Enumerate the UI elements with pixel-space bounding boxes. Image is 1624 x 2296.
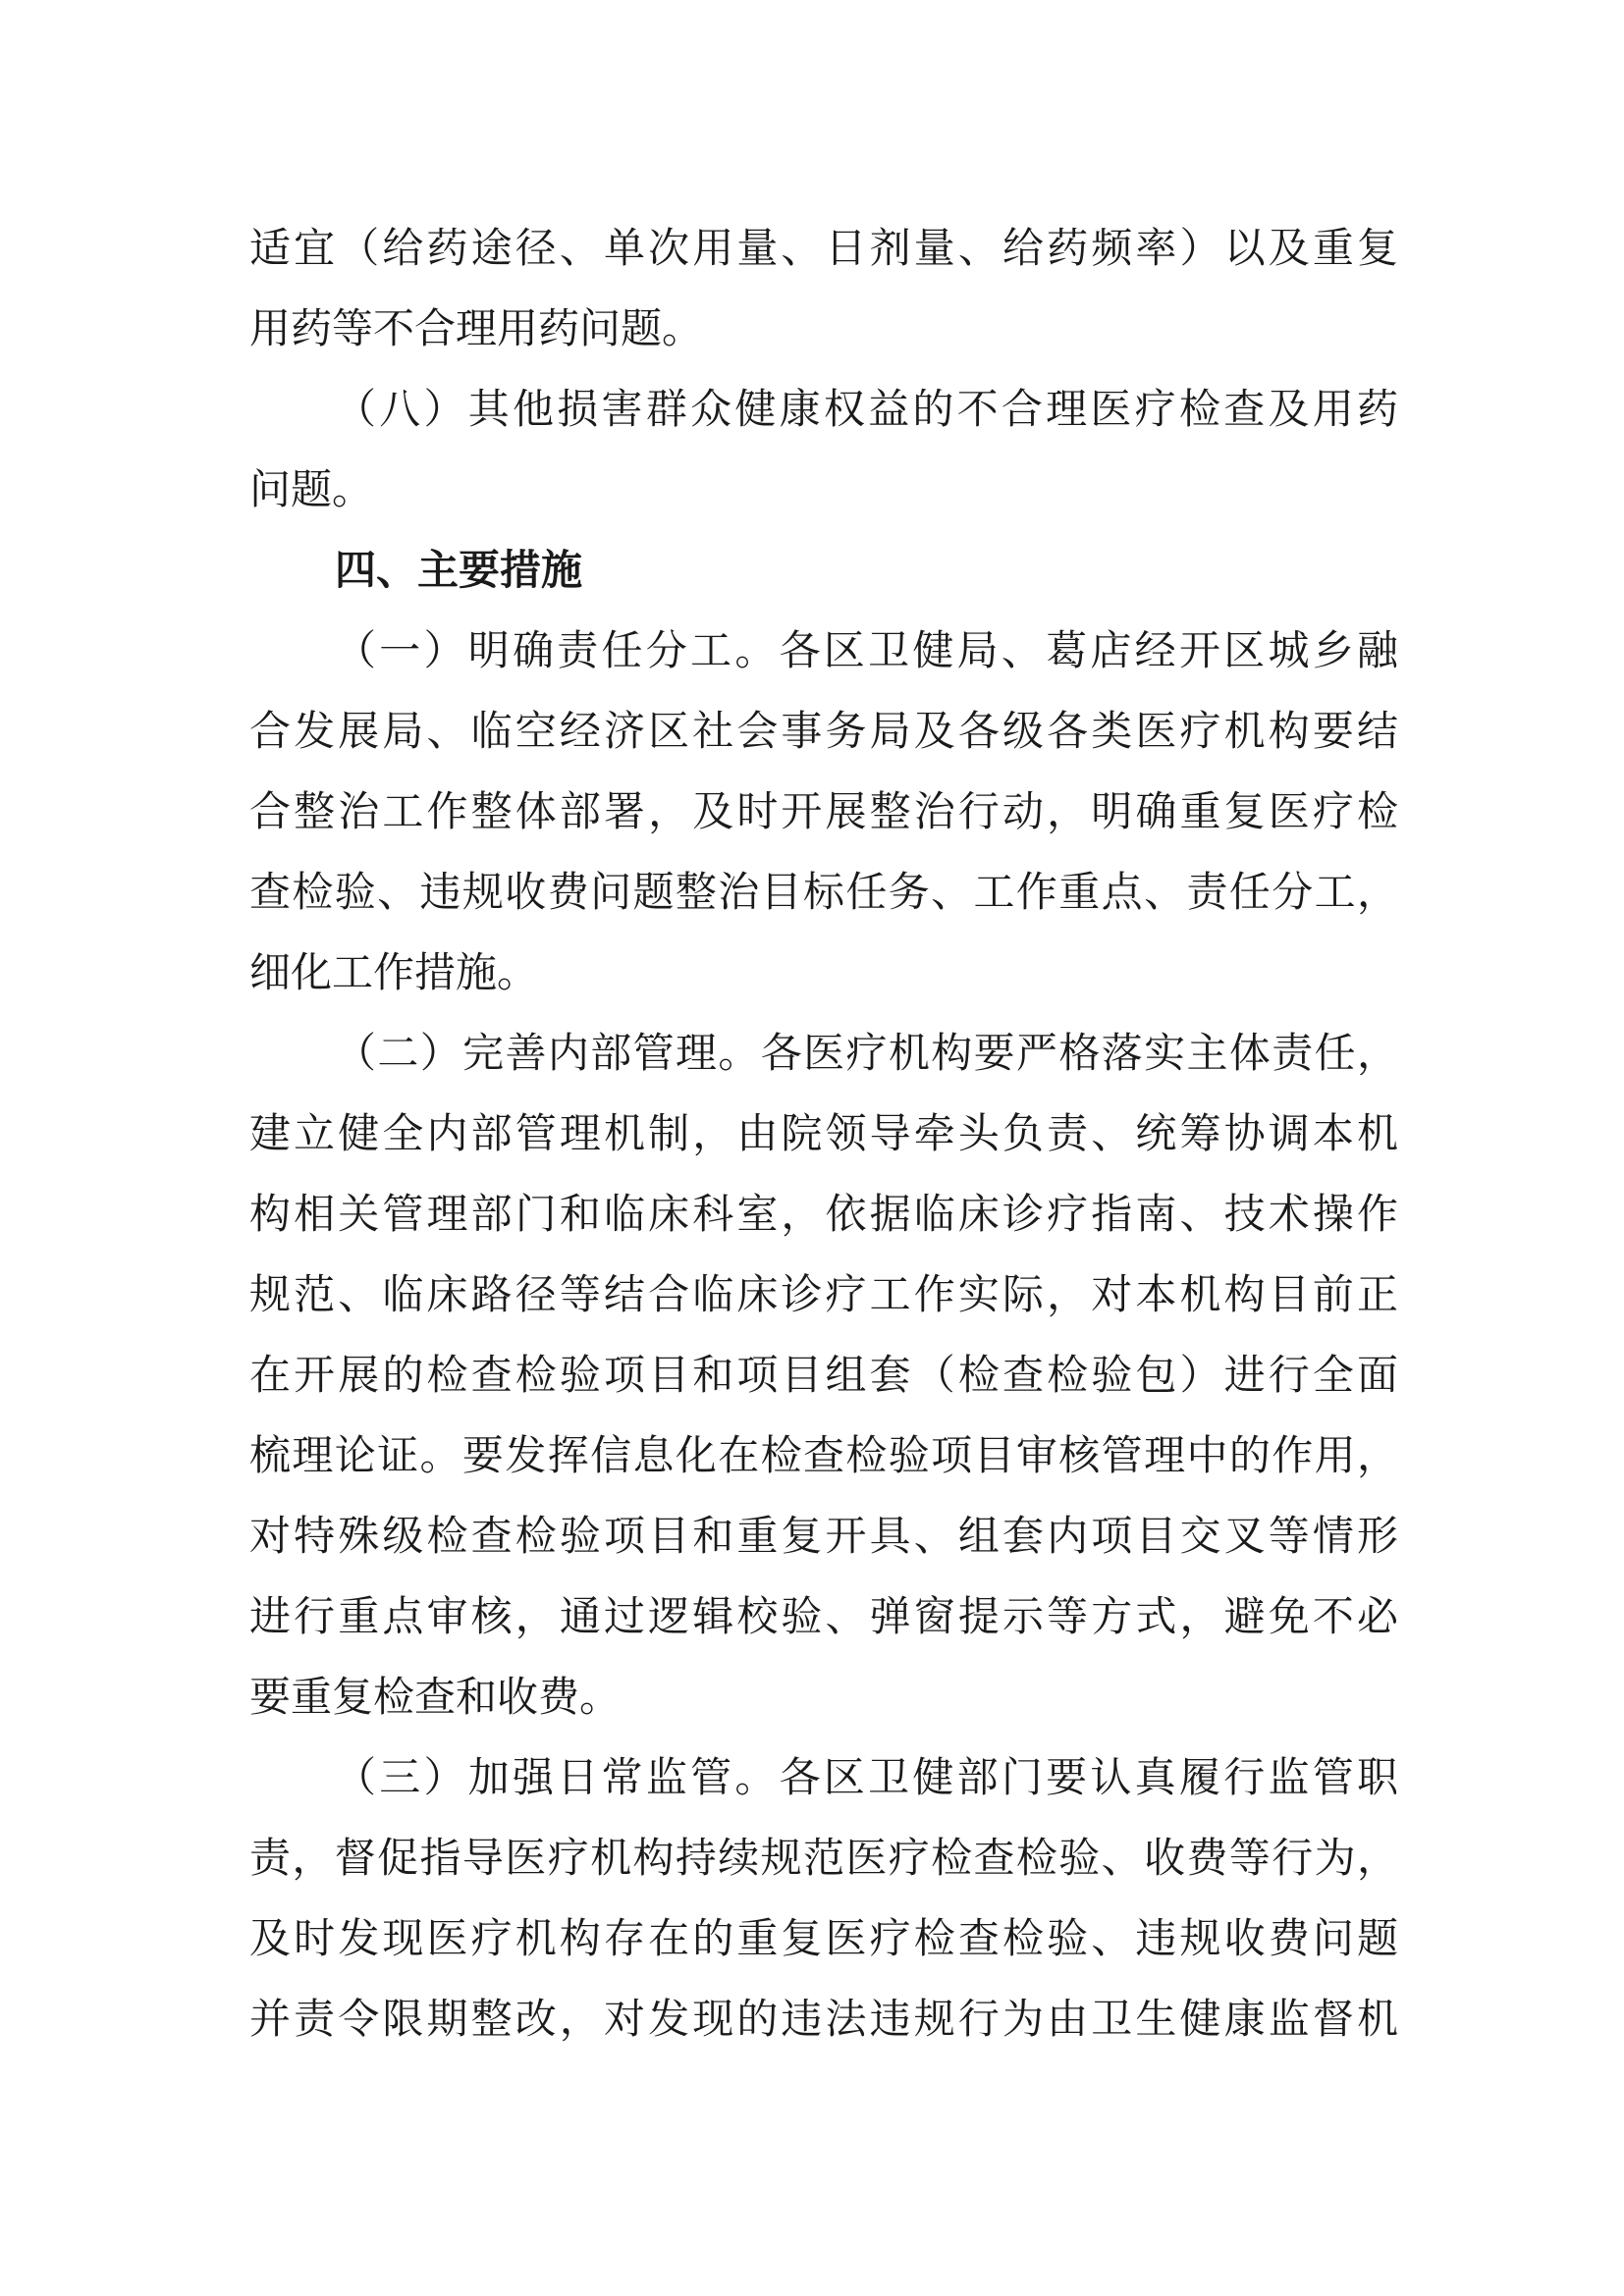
body-line: 要重复检查和收费。 <box>249 1673 622 1721</box>
body-line: 及时发现医疗机构存在的重复医疗检查检验、违规收费问题 <box>249 1914 1398 1962</box>
body-line: 适宜（给药途径、单次用量、日剂量、给药频率）以及重复 <box>249 224 1398 272</box>
paragraph-3-line: （三）加强日常监管。各区卫健部门要认真履行监管职 <box>335 1753 1398 1801</box>
body-line: 用药等不合理用药问题。 <box>249 304 704 352</box>
body-line: 对特殊级检查检验项目和重复开具、组套内项目交叉等情形 <box>249 1512 1398 1560</box>
body-line: 建立健全内部管理机制，由院领导牵头负责、统筹协调本机 <box>249 1109 1398 1157</box>
body-line: 构相关管理部门和临床科室，依据临床诊疗指南、技术操作 <box>249 1190 1398 1238</box>
body-line: 并责令限期整改，对发现的违法违规行为由卫生健康监督机 <box>249 1995 1398 2043</box>
body-line: 查检验、违规收费问题整治目标任务、工作重点、责任分工， <box>249 868 1398 916</box>
body-line: 细化工作措施。 <box>249 948 539 996</box>
body-line: 合整治工作整体部署，及时开展整治行动，明确重复医疗检 <box>249 787 1398 835</box>
body-line: 进行重点审核，通过逻辑校验、弹窗提示等方式，避免不必 <box>249 1592 1398 1640</box>
paragraph-8-line: （八）其他损害群众健康权益的不合理医疗检查及用药 <box>335 385 1398 433</box>
body-line: 合发展局、临空经济区社会事务局及各级各类医疗机构要结 <box>249 707 1398 755</box>
body-line: 规范、临床路径等结合临床诊疗工作实际，对本机构目前正 <box>249 1270 1398 1318</box>
paragraph-2-line: （二）完善内部管理。各医疗机构要严格落实主体责任， <box>335 1029 1398 1077</box>
body-line: 责，督促指导医疗机构持续规范医疗检查检验、收费等行为， <box>249 1834 1398 1882</box>
body-line: 在开展的检查检验项目和项目组套（检查检验包）进行全面 <box>249 1351 1398 1399</box>
paragraph-1-line: （一）明确责任分工。各区卫健局、葛店经开区城乡融 <box>335 626 1398 674</box>
body-line: 问题。 <box>249 465 374 513</box>
body-line: 梳理论证。要发挥信息化在检查检验项目审核管理中的作用， <box>249 1431 1398 1479</box>
section-heading: 四、主要措施 <box>335 546 583 594</box>
